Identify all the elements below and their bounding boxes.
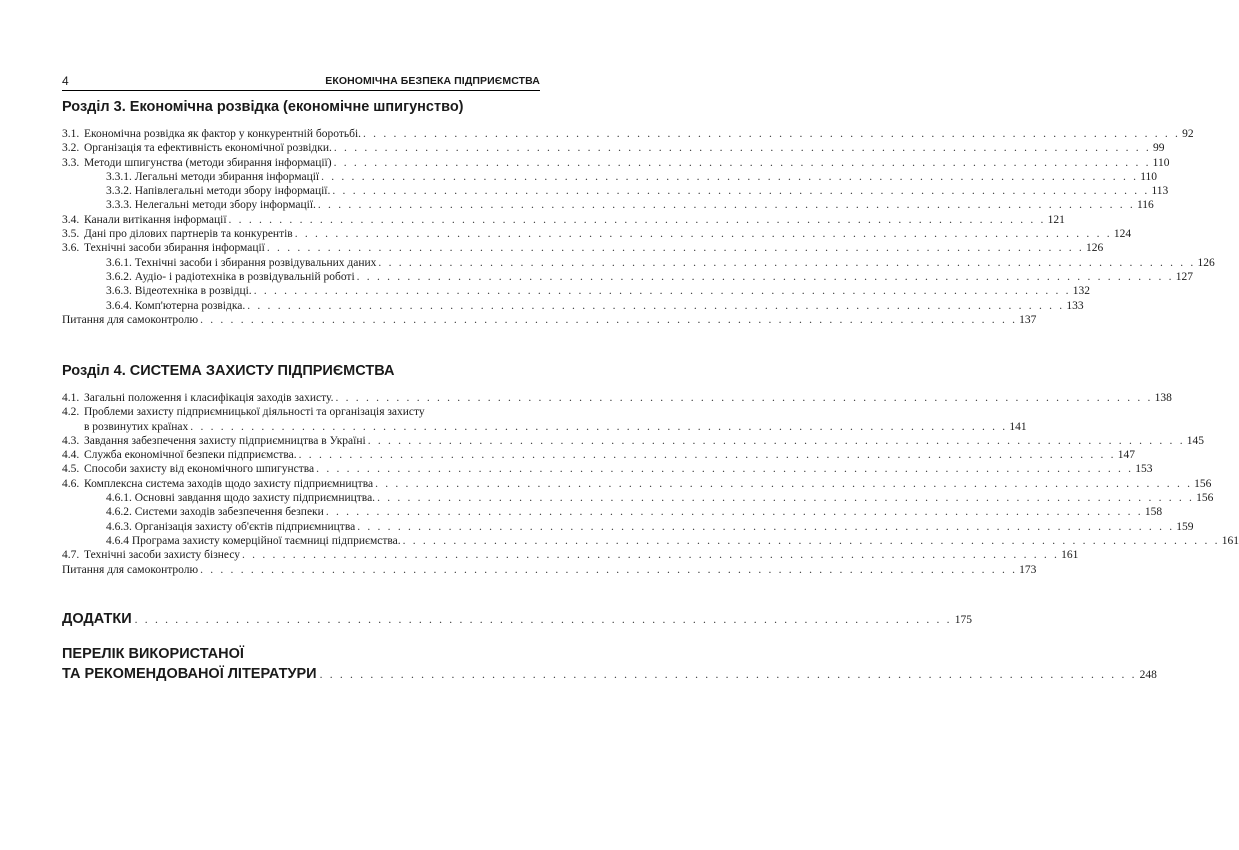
dot-leader: . . . . . . . . . . . . . . . . . . . . . . . . . . . . . . . . . . . . . . . . . . . . . . . . . . . . . . . . . . . . . . . . . . . . . . . . . . . . . . . . . bbox=[247, 299, 1065, 312]
dot-leader: . . . . . . . . . . . . . . . . . . . . . . . . . . . . . . . . . . . . . . . . . . . . . . . . . . . . . . . . . . . . . . . . . . . . . . . . . . . . . . . . . bbox=[298, 449, 1116, 462]
section-4-title: Розділ 4. СИСТЕМА ЗАХИСТУ ПІДПРИЄМСТВА bbox=[62, 363, 395, 379]
toc-entry bbox=[62, 170, 1158, 184]
toc-entry-line bbox=[106, 198, 1154, 212]
dot-leader: . . . . . . . . . . . . . . . . . . . . . . . . . . . . . . . . . . . . . . . . . . . . . . . . . . . . . . . . . . . . . . . . . . . . . . . . . . . . . . . . . bbox=[325, 506, 1143, 519]
toc-entry bbox=[62, 270, 1193, 284]
toc-entry-line bbox=[84, 213, 1065, 227]
toc-entry-number: 3.5. bbox=[62, 228, 80, 241]
toc-entry-title: Організація та ефективність економічної розвідки. bbox=[84, 142, 332, 155]
dot-leader: . . . . . . . . . . . . . . . . . . . . . . . . . . . . . . . . . . . . . . . . . . . . . . . . . . . . . . . . . . . . . . . . . . . . . . . . . . . . . . . . . bbox=[316, 463, 1134, 476]
dot-leader: . . . . . . . . . . . . . . . . . . . . . . . . . . . . . . . . . . . . . . . . . . . . . . . . . . . . . . . . . . . . . . . . . . . . . . . . . . . . . . . . . bbox=[333, 142, 1151, 155]
running-header-title: ЕКОНОМІЧНА БЕЗПЕКА ПІДПРИЄМСТВА bbox=[325, 75, 540, 87]
dot-leader: . . . . . . . . . . . . . . . . . . . . . . . . . . . . . . . . . . . . . . . . . . . . . . . . . . . . . . . . . . . . . . . . . . . . . . . . . . . . . . . . . bbox=[294, 228, 1112, 241]
toc-entry-page: 161 bbox=[1221, 534, 1239, 547]
dot-leader: . . . . . . . . . . . . . . . . . . . . . . . . . . . . . . . . . . . . . . . . . . . . . . . . . . . . . . . . . . . . . . . . . . . . . . . . . . . . . . . . . bbox=[377, 492, 1195, 505]
dot-leader: . . . . . . . . . . . . . . . . . . . . . . . . . . . . . . . . . . . . . . . . . . . . . . . . . . . . . . . . . . . . . . . . . . . . . . . . . . . . . . . . . bbox=[242, 549, 1060, 562]
bibliography-entry bbox=[62, 644, 1157, 684]
toc-entry-page: 159 bbox=[1176, 520, 1194, 533]
page-number: 4 bbox=[62, 74, 69, 88]
toc-entry bbox=[62, 505, 1163, 519]
toc-entry-page: 158 bbox=[1144, 506, 1163, 519]
toc-entry-title: Технічні засоби захисту бізнесу bbox=[84, 549, 241, 562]
toc-entry-line bbox=[106, 284, 1091, 298]
toc-entry-page: 161 bbox=[1061, 549, 1079, 562]
dot-leader: . . . . . . . . . . . . . . . . . . . . . . . . . . . . . . . . . . . . . . . . . . . . . . . . . . . . . . . . . . . . . . . . . . . . . . . . . . . . . . . . . bbox=[321, 170, 1139, 183]
toc-entry-line bbox=[62, 563, 1037, 577]
toc-entry-line bbox=[84, 462, 1153, 476]
toc-entry-line bbox=[106, 184, 1169, 198]
toc-entry-line bbox=[84, 227, 1132, 241]
toc-entry-title: в розвинутих країнах bbox=[84, 420, 189, 433]
toc-entry-number: 3.4. bbox=[62, 213, 80, 226]
toc-entry-number: 4.1. bbox=[62, 392, 80, 404]
toc-entry-title: Економічна розвідка як фактор у конкурентній боротьбі. bbox=[84, 128, 362, 140]
header-rule bbox=[62, 90, 540, 91]
appendix-entry bbox=[62, 609, 972, 629]
section-4-entries bbox=[62, 391, 1239, 577]
toc-entry-title: Завдання забезпечення захисту підприємництва в Україні bbox=[84, 434, 366, 447]
dot-leader: . . . . . . . . . . . . . . . . . . . . . . . . . . . . . . . . . . . . . . . . . . . . . . . . . . . . . . . . . . . . . . . . . . . . . . . . . . . . . . . . . bbox=[253, 285, 1071, 298]
running-header bbox=[62, 74, 540, 90]
toc-entry bbox=[62, 548, 1079, 562]
toc-entry-title: Способи захисту від економічного шпигунства bbox=[84, 463, 315, 476]
dot-leader: . . . . . . . . . . . . . . . . . . . . . . . . . . . . . . . . . . . . . . . . . . . . . . . . . . . . . . . . . . . . . . . . . . . . . . . . . . . . . . . . . bbox=[335, 392, 1153, 404]
dot-leader: . . . . . . . . . . . . . . . . . . . . . . . . . . . . . . . . . . . . . . . . . . . . . . . . . . . . . . . . . . . . . . . . . . . . . . . . . . . . . . . . . bbox=[200, 313, 1018, 326]
toc-entry-line bbox=[106, 256, 1215, 270]
toc-entry-title: 3.6.3. Відеотехніка в розвідці. bbox=[106, 285, 252, 298]
toc-entry-title: Дані про ділових партнерів та конкурентів bbox=[84, 228, 293, 241]
toc-entry-page: 132 bbox=[1072, 285, 1091, 298]
toc-entry-title: 3.6.1. Технічні засоби і збирання розвідувальних даних bbox=[106, 256, 377, 269]
toc-entry bbox=[62, 213, 1065, 227]
dot-leader: . . . . . . . . . . . . . . . . . . . . . . . . . . . . . . . . . . . . . . . . . . . . . . . . . . . . . . . . . . . . . . . . . . . . . . . . . . . . . . . . . bbox=[190, 420, 1008, 433]
toc-entry-line bbox=[106, 505, 1163, 519]
toc-entry-title: Комплексна система заходів щодо захисту підприємництва bbox=[84, 477, 374, 490]
dot-leader: . . . . . . . . . . . . . . . . . . . . . . . . . . . . . . . . . . . . . . . . . . . . . . . . . . . . . . . . . . . . . . . . . . . . . . . . . . . . . . . . . bbox=[319, 669, 1137, 681]
toc-entry bbox=[62, 405, 540, 419]
toc-entry-page: 110 bbox=[1140, 170, 1158, 183]
toc-entry-title: 4.6.4 Програма захисту комерційної таємниці підприємства. bbox=[106, 534, 401, 547]
appendix-title: ДОДАТКИ bbox=[62, 611, 132, 627]
toc-entry-page: 145 bbox=[1186, 434, 1205, 447]
toc-entry bbox=[62, 299, 1084, 313]
toc-entry-page: 126 bbox=[1197, 256, 1215, 269]
dot-leader: . . . . . . . . . . . . . . . . . . . . . . . . . . . . . . . . . . . . . . . . . . . . . . . . . . . . . . . . . . . . . . . . . . . . . . . . . . . . . . . . . bbox=[317, 199, 1135, 212]
toc-entry bbox=[62, 256, 1215, 270]
toc-entry-page: 92 bbox=[1182, 128, 1194, 140]
appendix-page: 175 bbox=[954, 614, 972, 626]
toc-entry-title: Технічні засоби збирання інформації bbox=[84, 242, 265, 255]
toc-entry-line bbox=[84, 548, 1079, 562]
bibliography-page: 248 bbox=[1139, 669, 1157, 681]
dot-leader: . . . . . . . . . . . . . . . . . . . . . . . . . . . . . . . . . . . . . . . . . . . . . . . . . . . . . . . . . . . . . . . . . . . . . . . . . . . . . . . . . bbox=[375, 477, 1193, 490]
toc-entry-page: 133 bbox=[1066, 299, 1084, 312]
toc-entry-page: 99 bbox=[1152, 142, 1165, 155]
dot-leader: . . . . . . . . . . . . . . . . . . . . . . . . . . . . . . . . . . . . . . . . . . . . . . . . . . . . . . . . . . . . . . . . . . . . . . . . . . . . . . . . . bbox=[367, 434, 1185, 447]
dot-leader: . . . . . . . . . . . . . . . . . . . . . . . . . . . . . . . . . . . . . . . . . . . . . . . . . . . . . . . . . . . . . . . . . . . . . . . . . . . . . . . . . bbox=[332, 185, 1150, 198]
dot-leader: . . . . . . . . . . . . . . . . . . . . . . . . . . . . . . . . . . . . . . . . . . . . . . . . . . . . . . . . . . . . . . . . . . . . . . . . . . . . . . . . . bbox=[402, 534, 1220, 547]
toc-entry-title: 3.3.3. Нелегальні методи збору інформації. bbox=[106, 199, 316, 212]
toc-entry-line bbox=[84, 420, 1027, 434]
toc-entry-page: 138 bbox=[1154, 392, 1172, 404]
toc-entry-page: 156 bbox=[1194, 477, 1212, 490]
toc-entry bbox=[62, 227, 1132, 241]
toc-entry-title: Проблеми захисту підприємницької діяльності та організація захисту bbox=[84, 406, 425, 419]
toc-entry-line bbox=[106, 170, 1158, 184]
toc-entry-line bbox=[84, 241, 1104, 255]
toc-entry bbox=[62, 448, 1135, 462]
dot-leader: . . . . . . . . . . . . . . . . . . . . . . . . . . . . . . . . . . . . . . . . . . . . . . . . . . . . . . . . . . . . . . . . . . . . . . . . . . . . . . . . . bbox=[357, 520, 1175, 533]
toc-entry bbox=[62, 420, 1027, 434]
toc-entry-title: Канали витікання інформації bbox=[84, 213, 227, 226]
toc-entry-number: 4.5. bbox=[62, 463, 80, 476]
toc-entry-page: 153 bbox=[1135, 463, 1153, 476]
toc-entry-page: 126 bbox=[1085, 242, 1104, 255]
toc-entry bbox=[62, 534, 1239, 548]
toc-entry-title: 4.6.1. Основні завдання щодо захисту підприємництва. bbox=[106, 492, 376, 505]
bibliography-title-line1: ПЕРЕЛІК ВИКОРИСТАНОЇ bbox=[62, 646, 244, 662]
toc-entry bbox=[62, 313, 1037, 327]
toc-entry-page: 124 bbox=[1113, 228, 1132, 241]
section-3-title: Розділ 3. Економічна розвідка (економічне шпигунство) bbox=[62, 99, 464, 115]
dot-leader: . . . . . . . . . . . . . . . . . . . . . . . . . . . . . . . . . . . . . . . . . . . . . . . . . . . . . . . . . . . . . . . . . . . . . . . . . . . . . . . . . bbox=[266, 242, 1084, 255]
toc-entry bbox=[62, 241, 1104, 255]
toc-entry-line bbox=[106, 270, 1193, 284]
toc-entry-title: 3.3.2. Напівлегальні методи збору інформації. bbox=[106, 185, 331, 198]
toc-entry-line bbox=[62, 313, 1037, 327]
toc-entry-number: 3.2. bbox=[62, 142, 80, 155]
toc-entry-number: 4.3. bbox=[62, 434, 80, 447]
toc-entry-page: 110 bbox=[1152, 156, 1170, 169]
toc-entry-title: 3.6.4. Комп'ютерна розвідка. bbox=[106, 299, 246, 312]
toc-entry-line bbox=[84, 391, 1172, 405]
toc-entry-title: 3.6.2. Аудіо- і радіотехніка в розвідувальній роботі bbox=[106, 270, 355, 283]
dot-leader: . . . . . . . . . . . . . . . . . . . . . . . . . . . . . . . . . . . . . . . . . . . . . . . . . . . . . . . . . . . . . . . . . . . . . . . . . . . . . . . . . bbox=[200, 563, 1018, 576]
toc-entry-line bbox=[84, 141, 1165, 155]
toc-entry-page: 147 bbox=[1117, 449, 1135, 462]
toc-entry-number: 4.6. bbox=[62, 477, 80, 490]
toc-entry-number: 3.1. bbox=[62, 128, 80, 140]
toc-entry-line bbox=[106, 534, 1239, 548]
toc-entry-page: 127 bbox=[1175, 270, 1193, 283]
toc-entry bbox=[62, 127, 1194, 141]
toc-entry-title: 4.6.2. Системи заходів забезпечення безпеки bbox=[106, 506, 324, 519]
toc-entry bbox=[62, 391, 1172, 405]
dot-leader: . . . . . . . . . . . . . . . . . . . . . . . . . . . . . . . . . . . . . . . . . . . . . . . . . . . . . . . . . . . . . . . . . . . . . . . . . . . . . . . . . bbox=[228, 213, 1046, 226]
toc-entry bbox=[62, 284, 1091, 298]
toc-entry-page: 137 bbox=[1019, 313, 1037, 326]
toc-entry-number: 4.7. bbox=[62, 549, 80, 562]
toc-entry-line bbox=[84, 477, 1212, 491]
toc-entry-title: 3.3.1. Легальні методи збирання інформації bbox=[106, 170, 320, 183]
toc-entry bbox=[62, 198, 1154, 212]
toc-entry-title: Питання для самоконтролю bbox=[62, 563, 199, 576]
toc-entry-page: 113 bbox=[1151, 185, 1169, 198]
toc-entry-line bbox=[106, 299, 1084, 313]
toc-entry bbox=[62, 462, 1153, 476]
toc-entry-line bbox=[106, 491, 1214, 505]
toc-entry-line bbox=[84, 448, 1135, 462]
toc-entry-page: 116 bbox=[1136, 199, 1154, 212]
toc-entry bbox=[62, 491, 1214, 505]
toc-entry bbox=[62, 141, 1165, 155]
toc-entry-line bbox=[84, 156, 1170, 170]
toc-entry bbox=[62, 520, 1194, 534]
section-3-entries bbox=[62, 127, 1215, 327]
toc-entry-page: 141 bbox=[1009, 420, 1027, 433]
dot-leader: . . . . . . . . . . . . . . . . . . . . . . . . . . . . . . . . . . . . . . . . . . . . . . . . . . . . . . . . . . . . . . . . . . . . . . . . . . . . . . . . . bbox=[378, 256, 1196, 269]
toc-entry-page: 121 bbox=[1047, 213, 1065, 226]
toc-entry-page: 173 bbox=[1019, 563, 1037, 576]
toc-entry-title: Методи шпигунства (методи збирання інформації) bbox=[84, 156, 332, 169]
toc-entry-title: Питання для самоконтролю bbox=[62, 313, 199, 326]
toc-entry-number: 3.6. bbox=[62, 242, 80, 255]
toc-entry-line bbox=[84, 127, 1194, 141]
dot-leader: . . . . . . . . . . . . . . . . . . . . . . . . . . . . . . . . . . . . . . . . . . . . . . . . . . . . . . . . . . . . . . . . . . . . . . . . . . . . . . . . . bbox=[134, 614, 952, 626]
toc-entry-line bbox=[106, 520, 1194, 534]
toc-entry-title: 4.6.3. Організація захисту об'єктів підприємництва bbox=[106, 520, 356, 533]
toc-entry-number: 4.4. bbox=[62, 449, 80, 462]
toc-entry bbox=[62, 184, 1169, 198]
toc-entry-number: 3.3. bbox=[62, 156, 80, 169]
toc-entry-title: Служба економічної безпеки підприємства. bbox=[84, 449, 297, 462]
toc-entry bbox=[62, 477, 1212, 491]
toc-entry-title: Загальні положення і класифікація заходів захисту. bbox=[84, 392, 334, 404]
toc-entry bbox=[62, 434, 1205, 448]
toc-entry bbox=[62, 563, 1037, 577]
toc-entry bbox=[62, 156, 1170, 170]
toc-entry-line bbox=[84, 405, 540, 419]
toc-entry-page: 156 bbox=[1196, 492, 1214, 505]
dot-leader: . . . . . . . . . . . . . . . . . . . . . . . . . . . . . . . . . . . . . . . . . . . . . . . . . . . . . . . . . . . . . . . . . . . . . . . . . . . . . . . . . bbox=[363, 128, 1181, 140]
dot-leader: . . . . . . . . . . . . . . . . . . . . . . . . . . . . . . . . . . . . . . . . . . . . . . . . . . . . . . . . . . . . . . . . . . . . . . . . . . . . . . . . . bbox=[333, 156, 1151, 169]
toc-entry-line bbox=[84, 434, 1205, 448]
dot-leader: . . . . . . . . . . . . . . . . . . . . . . . . . . . . . . . . . . . . . . . . . . . . . . . . . . . . . . . . . . . . . . . . . . . . . . . . . . . . . . . . . bbox=[356, 270, 1174, 283]
toc-entry-number: 4.2. bbox=[62, 406, 80, 419]
bibliography-title-line2: ТА РЕКОМЕНДОВАНОЇ ЛІТЕРАТУРИ bbox=[62, 666, 317, 682]
